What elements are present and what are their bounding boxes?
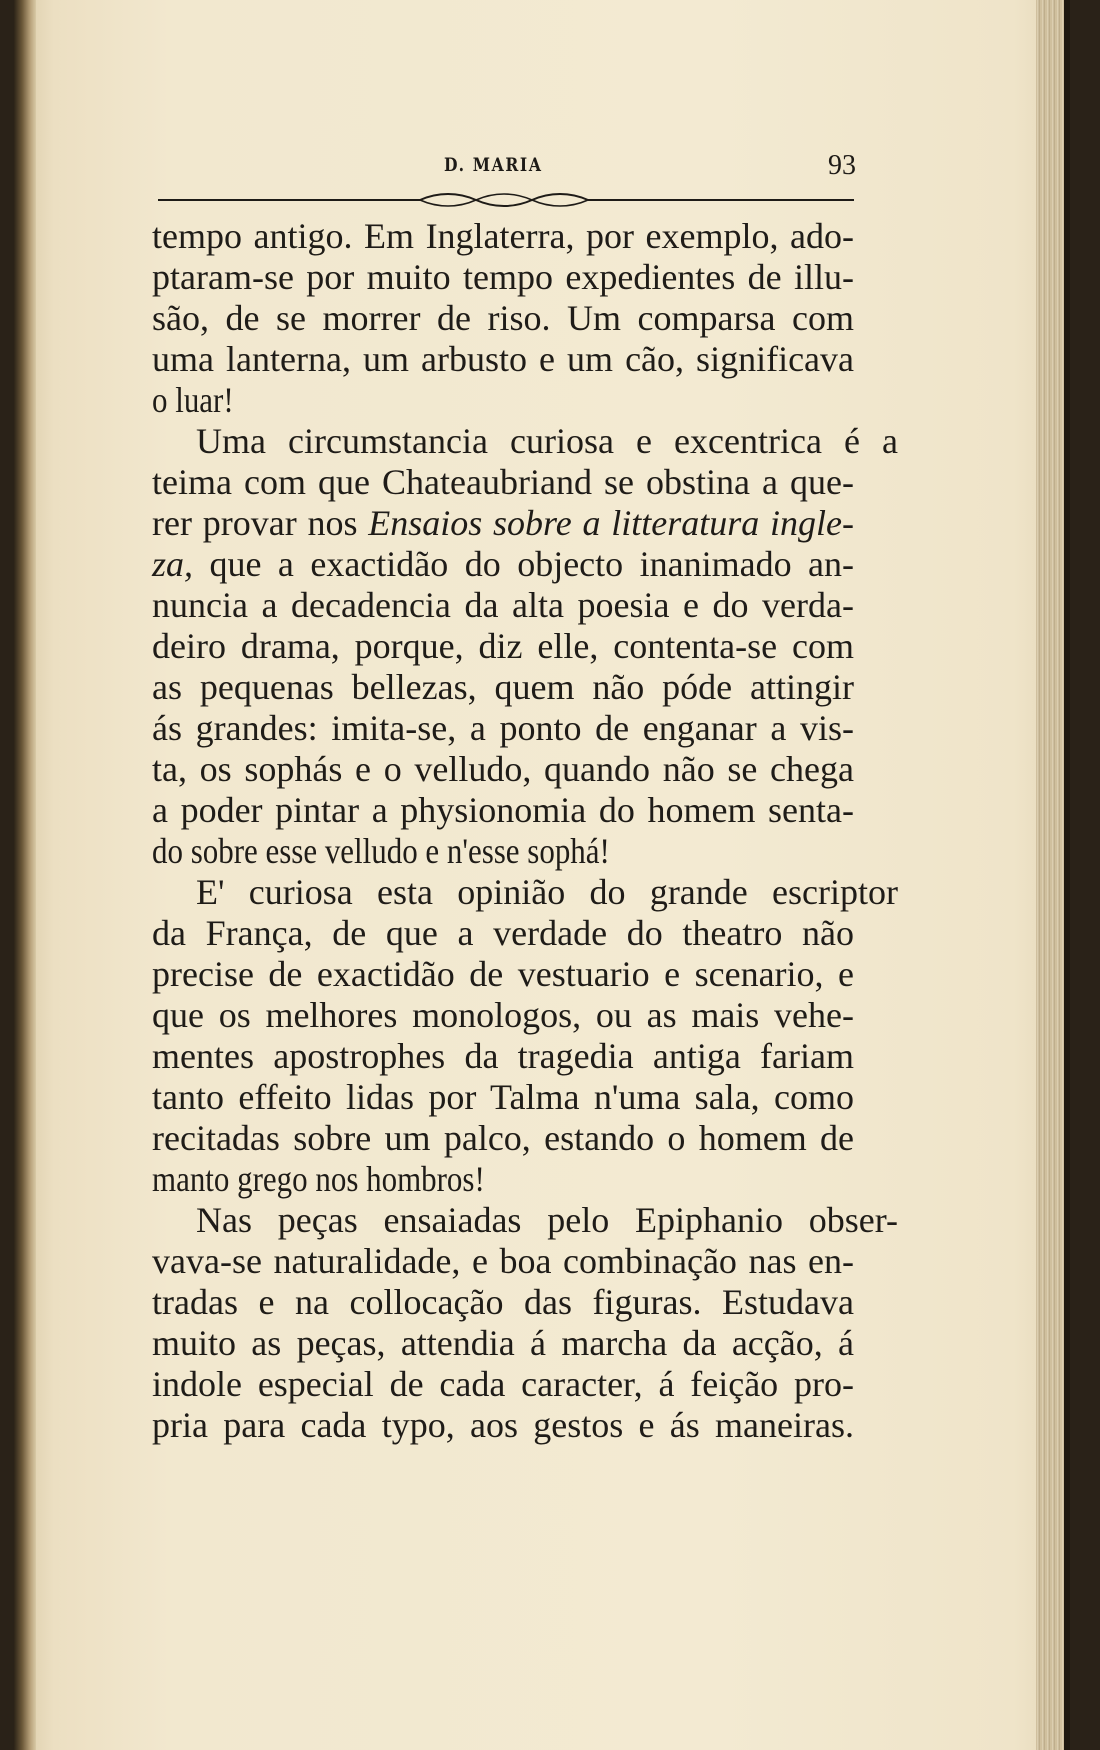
text-line: tempo antigo. Em Inglaterra, por exemplo, ado- bbox=[152, 216, 854, 256]
text-line: ás grandes: imita-se, a ponto de enganar a vis- bbox=[152, 708, 854, 748]
text-line bbox=[152, 544, 854, 585]
text-line: a poder pintar a physionomia do homem senta- bbox=[152, 790, 854, 830]
text-line: vava-se naturalidade, e boa combinação nas en- bbox=[152, 1241, 854, 1281]
body-text bbox=[152, 216, 898, 1446]
text-fragment: que a exactidão do objecto inanimado an- bbox=[193, 544, 854, 584]
text-line: ptaram-se por muito tempo expedientes de illu- bbox=[152, 257, 854, 297]
text-line: E' curiosa esta opinião do grande escriptor bbox=[196, 872, 898, 912]
book-title-italic: Ensaios sobre a litteratura ingle- bbox=[368, 503, 855, 543]
text-line: recitadas sobre um palco, estando o homem de bbox=[152, 1118, 854, 1158]
text-line: ta, os sophás e o velludo, quando não se chega bbox=[152, 749, 854, 789]
text-line: tanto effeito lidas por Talma n'uma sala, como bbox=[152, 1077, 854, 1117]
text-line bbox=[152, 503, 854, 544]
text-line: teima com que Chateaubriand se obstina a que- bbox=[152, 462, 854, 502]
book-page bbox=[14, 0, 1070, 1750]
text-line: muito as peças, attendia á marcha da acção, á bbox=[152, 1323, 854, 1363]
text-line: nuncia a decadencia da alta poesia e do verda- bbox=[152, 585, 854, 625]
text-line: do sobre esse velludo e n'esse sophá! bbox=[152, 831, 610, 871]
text-line: tradas e na collocação das figuras. Estudava bbox=[152, 1282, 854, 1322]
ornamental-rule bbox=[158, 192, 854, 208]
text-line: deiro drama, porque, diz elle, contenta-se com bbox=[152, 626, 854, 666]
text-line: manto grego nos hombros! bbox=[152, 1159, 485, 1199]
running-head-title: D. MARIA bbox=[444, 154, 543, 176]
text-line: da França, de que a verdade do theatro não bbox=[152, 913, 854, 953]
running-head bbox=[154, 150, 858, 186]
text-line: precise de exactidão de vestuario e scenario, e bbox=[152, 954, 854, 994]
text-line: o luar! bbox=[152, 380, 234, 420]
text-line: Nas peças ensaiadas pelo Epiphanio obser- bbox=[196, 1200, 898, 1240]
text-line: as pequenas bellezas, quem não póde attingir bbox=[152, 667, 854, 707]
book-title-italic-end: za, bbox=[152, 544, 194, 584]
text-line: Uma circumstancia curiosa e excentrica é a bbox=[196, 421, 898, 461]
text-line: pria para cada typo, aos gestos e ás maneiras. bbox=[152, 1405, 854, 1445]
text-line: são, de se morrer de riso. Um comparsa com bbox=[152, 298, 854, 338]
page-edges bbox=[1036, 0, 1070, 1750]
text-fragment: rer provar nos bbox=[152, 503, 369, 543]
page-number: 93 bbox=[828, 150, 856, 181]
text-line: que os melhores monologos, ou as mais vehe- bbox=[152, 995, 854, 1035]
text-line: mentes apostrophes da tragedia antiga fariam bbox=[152, 1036, 854, 1076]
book-spine bbox=[14, 0, 36, 1750]
text-line: uma lanterna, um arbusto e um cão, significava bbox=[152, 339, 854, 379]
text-line: indole especial de cada caracter, á feição pro- bbox=[152, 1364, 854, 1404]
